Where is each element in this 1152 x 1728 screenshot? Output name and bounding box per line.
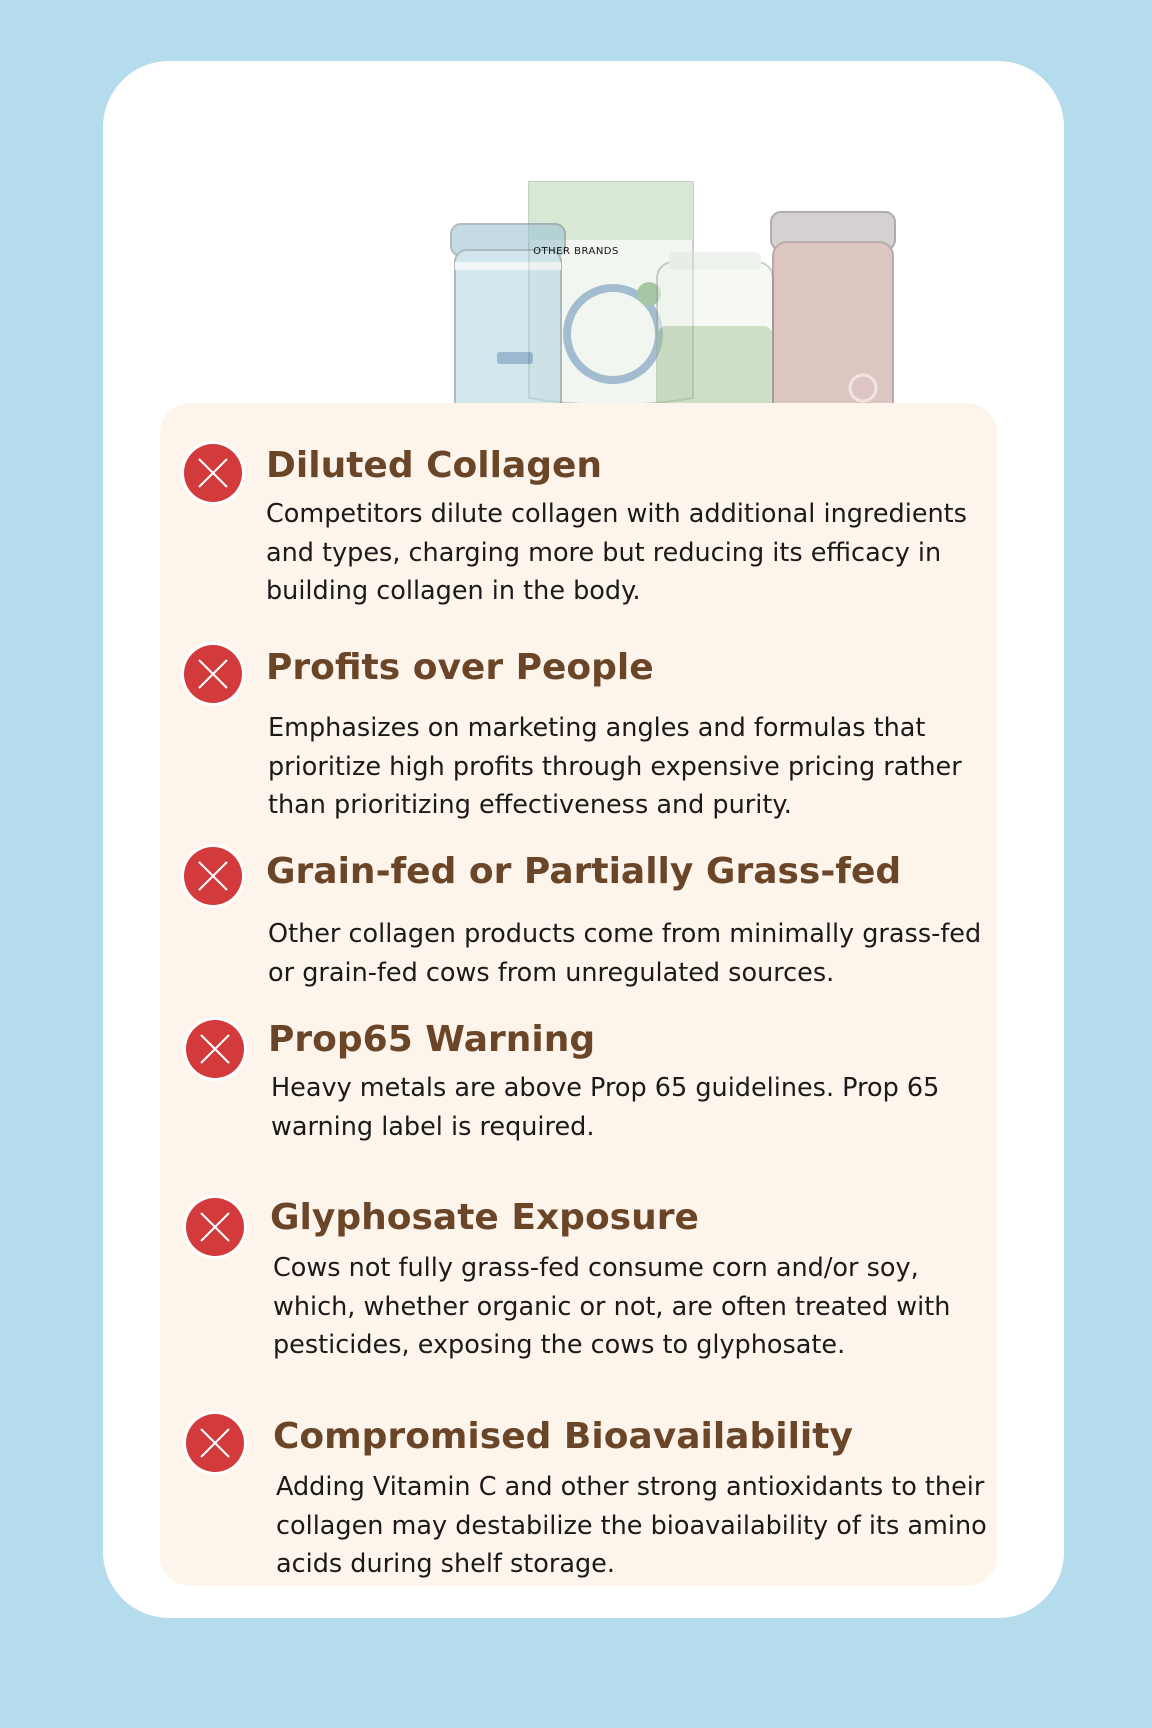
x-circle-icon [182,1410,248,1476]
page-title: OTHER BRANDS [533,246,619,257]
item-description: Heavy metals are above Prop 65 guidelines. Prop 65 warning label is required. [271,1073,940,1142]
problems-panel [160,403,997,1586]
item-heading: Diluted Collagen [266,445,603,486]
item-description: Other collagen products come from minimally grass-fed or grain-fed cows from unregulated sources. [268,919,982,988]
collagen-jar [657,252,773,418]
x-circle-icon [180,440,246,506]
x-circle-icon [182,1194,248,1260]
item-heading: Prop65 Warning [268,1019,596,1060]
item-heading: Glyphosate Exposure [270,1197,699,1238]
item-description: Emphasizes on marketing angles and formulas that prioritize high profits through expensive pricing rather than prioritizing effectiveness and purity. [268,713,962,820]
x-circle-icon [182,1016,248,1082]
protein-canister [771,212,895,426]
item-description: Adding Vitamin C and other strong antioxidants to their collagen may destabilize the bioavailability of its amino acids during shelf storage. [276,1472,987,1579]
x-circle-icon [180,843,246,909]
item-description: Competitors dilute collagen with additional ingredients and types, charging more but reducing its efficacy in building collagen in the body. [266,499,967,606]
item-heading: Profits over People [266,647,654,688]
item-heading: Compromised Bioavailability [273,1416,853,1457]
x-circle-icon [180,641,246,707]
item-description: Cows not fully grass-fed consume corn and/or soy, which, whether organic or not, are often treated with pesticides, exposing the cows to glyphosate. [273,1253,951,1360]
item-heading: Grain-fed or Partially Grass-fed [266,851,902,892]
